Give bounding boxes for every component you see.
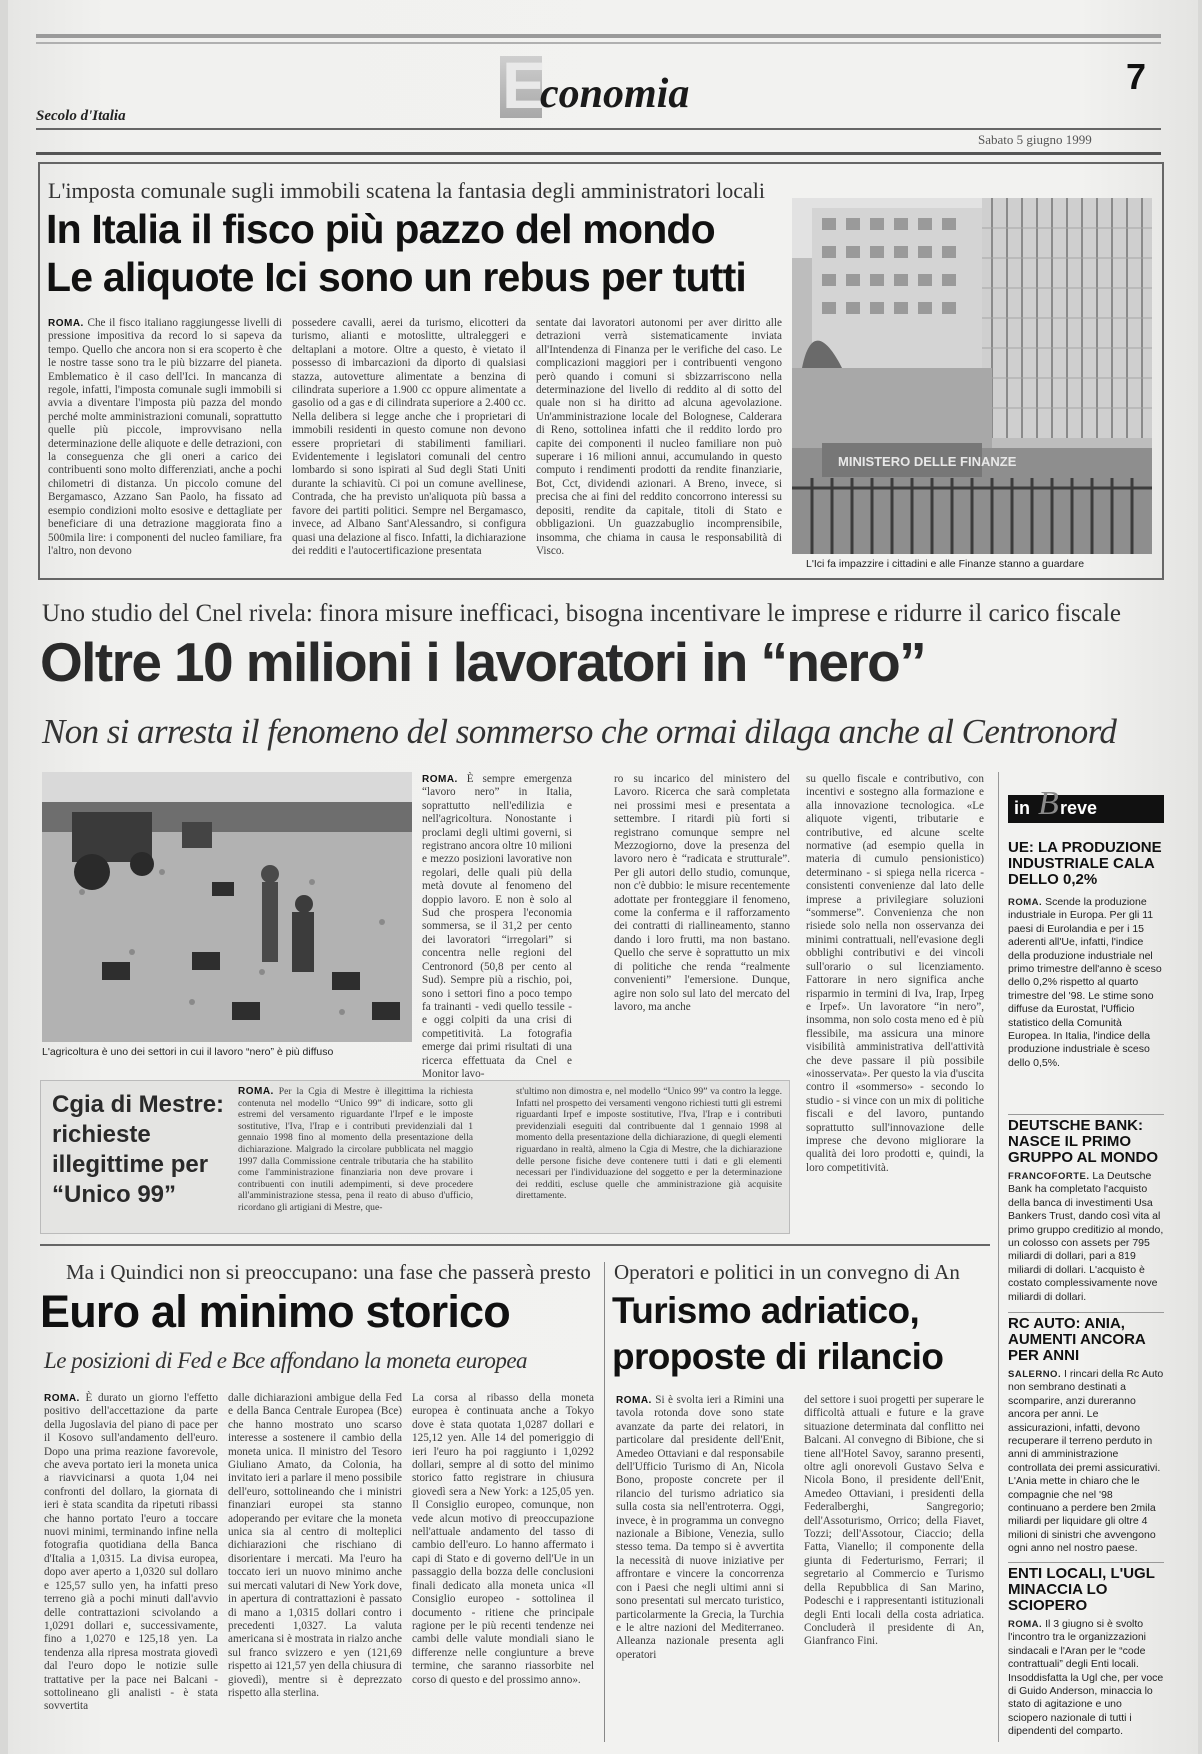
newspaper-page — [8, 0, 1198, 1754]
article4-col-2: del settore i suoi progetti per superare le difficoltà attuali e future e la grave situazione determinata dal conflitto nei Balcani. Al convegno di Bibione, che si tiene all'Hotel Savoy, saranno presenti, oltre agli onorevoli Gustavo Selva e Nicola Bono, il presidente dell'Enit, Amedeo Ottaviani, i presidenti della Federalberghi, Sangregorio; dell'Assoturismo, Orrico; della Fiavet, Tozzi; dell'Assotour, Ciaccio; della Fatta, Vianello; il componente della giunta di Federturismo, Ferrari; il segretario al Commercio e Turismo della Repubblica di San Marino, Podeschi e i rappresentanti istituzionali degli Enti locali della costa adriatica. Concluderà il presidente di An, Gianfranco Fini. — [804, 1394, 984, 1648]
brief-1-headline: UE: LA PRODUZIONE INDUSTRIALE CALA DELLO 0,2% — [1008, 839, 1162, 888]
brief-4-dateline: ROMA. — [1008, 1619, 1043, 1630]
inbreve-title-b: B — [1038, 785, 1059, 822]
article1-col-3: sentate dai lavoratori autonomi per aver diritto alle detrazioni verrà sistematicamente inviata all'Intendenza di Finanza per le verifiche del caso. Le complicazioni maggiori per i contribuenti vengono però quando i comuni si sbizzarriscono nella determinazione del livello di reddito al di sotto del quale non si ha diritto ad alcuna agevolazione. Un'amministrazione locale del Bolognese, Calderara di Reno, sottolinea infatti che il reddito lordo pro capite dei componenti il nucleo familiare non può superare i 16 milioni annui, accumulando in questo computo i rendimenti prodotti da rendite finanziarie, Bot, Cct, dividendi azionari. A Breno, invece, si precisa che ai fini del reddito concorrono interessi su depositi, rendite da capitale, titoli di Stato e obbligazioni. Un guazzabuglio incomprensibile, insomma, che chiama in causa le responsabilità di Visco. — [536, 317, 782, 557]
article2-headline: Oltre 10 milioni i lavoratori in “nero” — [40, 631, 926, 693]
article2-col-1-text: È sempre emergenza “lavoro nero” in Italia, soprattutto nell'edilizia e nell'agricoltura. Nonostante i proclami degli ultimi governi, si registrano ancora oltre 10 milioni e mezzo posizioni lavorative non regolari, delle quali più della metà dovute al fenomeno del doppio lavoro. E non è solo al Sud che prospera l'economia sommersa, se il 31,2 per cento dei lavoratori “irregolari” si concentra nelle regioni del Centronord (50,8 per cento al Sud). Sempre più a rischio, poi, sono i settori fino a poco tempo fa trainanti - vedi quello tessile - e oggi colpiti da una crisi di competitività. La fotografia emerge dai primi risultati di una ricerca effettuata da Cnel e Monitor lavo- — [422, 773, 572, 1080]
cgia-col-1-text: Per la Cgia di Mestre è illegittima la richiesta contenuta nel modello “Unico 99” di indicare, sotto gli estremi del versamento riguardante l'Irpef e le imposte sostitutive, l'Iva, l'Irap e i contributi previdenziali dal 1 gennaio 1998 fino al momento della presentazione della dichiarazione. Malgrado la circolare pubblicata nel maggio 1997 dalla Commissione centrale tributaria che ha stabilito come l'amministrazione finanziaria non deve provare i contribuenti con inutili adempimenti, si deve procedere all'amministrazione stessa, pena il reato di abuso d'ufficio, ricordano gli artigiani di Mestre, que- — [238, 1086, 473, 1213]
article4-headline-2: proposte di rilancio — [612, 1336, 944, 1377]
brief-1-body: Scende la produzione industriale in Europa. Per gli 11 paesi di Eurolandia e per i 15 aderenti all'Ue, infatti, l'indice della produzione industriale nel primo trimestre dell'anno è sceso dello 0,2% rispetto al quarto trimestre del '98. Le stime sono diffuse da Eurostat, l'Ufficio statistico della Comunità Europea. In Italia, l'indice della produzione industriale è sceso dello 0,5%. — [1008, 896, 1162, 1069]
date-rule — [36, 152, 1161, 155]
article3-headline: Euro al minimo storico — [40, 1286, 510, 1337]
masthead-rule — [36, 128, 1161, 130]
ministry-building-image — [792, 198, 1152, 554]
article1-col-1 — [48, 317, 282, 572]
cgia-col-1 — [238, 1086, 473, 1226]
brief-1-text — [1008, 896, 1164, 1112]
inbreve-title-rest: reve — [1060, 798, 1098, 818]
cgia-col-2: st'ultimo non dimostra e, nel modello “Unico 99” va contro la legge. Infatti nel prospetto dei versamenti vengono richiesti tutti gli estremi riguardanti Irpef e imposte sostitutive, l'Iva, l'Irap e i contributi previdenziali eseguiti dal contribuente dal 1 gennaio 1998 al momento della presentazione della dichiarazione, di quegli elementi riguardano in realtà, almeno la Cgia di Mestre, che la dichiarazione delle persone fisiche deve contenere tutti i dati e gli elementi necessari per l'individuazione del soggetto e per la determinazione dei redditi, escluse quelle che amministrazione già acquisite direttamente. — [516, 1086, 782, 1202]
article3-col-2: dalle dichiarazioni ambigue della Fed e della Banca Centrale Europea (Bce) che hanno mostrato uno scarso interesse a sostenere il cambio della moneta unica. Il ministro del Tesoro Giuliano Amato, da Colonia, ha invitato ieri a parlare il meno possibile dell'euro, sottolineando che i ministri finanziari europei sta stanno adoperando per evitare che la moneta unica sia al centro di molteplici dichiarazioni che rischiano di disorientare i mercati. Ma l'euro ha toccato ieri un nuovo minimo anche sui mercati valutari di New York dove, in apertura di contrattazioni è passato di mano a 1,0315 dollari contro i precedenti 1,0327. La valuta americana si è mostrata in rialzo anche sul franco svizzero e yen (121,69 rispetto ai 121,57 yen della chiusura di giovedì), mentre si è deprezzato rispetto alla sterlina. — [228, 1392, 402, 1699]
article1-photo-caption: L'Ici fa impazzire i cittadini e alle Finanze stanno a guardare — [806, 558, 1085, 570]
bottom-col-divider — [604, 1262, 605, 1742]
cgia-dateline: ROMA. — [238, 1086, 274, 1097]
brief-3-text — [1008, 1368, 1164, 1558]
article1-col-1-text: Che il fisco italiano raggiungesse livelli di pressione impositiva da record lo si sapeva da tempo. Quello che ancora non si era scoperto è che le nostre tasse sono tra le più bizzarre del pianeta. Emblematico è il caso dell'Ici. In mancanza di regole, infatti, l'imposta comunale sugli immobili si avvia a diventare l'imposta più pazza del mondo perché molte amministrazioni comunali, soprattutto quelle più piccole, improvvisano nella determinazione delle aliquote e delle detrazioni, con la conseguenza che gli oneri a carico dei contribuenti sono molto differenziati, anche a pochi chilometri di distanza. Un piccolo comune del Bergamasco, Azzano San Paolo, ha fissato ad esempio condizioni molto esosive e dettagliate per beneficiare di una detrazione maggiorata fino a 500mila lire: i componenti del nucleo familiare, fra l'altro, non devono — [48, 317, 283, 557]
issue-date: Sabato 5 giugno 1999 — [978, 132, 1092, 147]
top-rule-thin — [36, 42, 1161, 44]
article3-col-1-text: È durato un giorno l'effetto positivo dell'accettazione da parte della Jugoslavia del piano di pace per il Kosovo sull'andamento dell'euro. Dopo una prima reazione favorevole, che aveva portato ieri la moneta unica a riavvicinarsi a quota 1,04 nei confronti del dollaro, la giornata di ieri è stata scandita da ripetuti ribassi che hanno portato l'euro a toccare nuovi minimi, terminando infine nella fotografia quotidiana della Banca d'Italia a 1,0315. La divisa europea, dopo aver aperto a 1,0320 sul dollaro e 125,57 sullo yen, ha infatti preso terreno già a pochi minuti dall'avvio delle contrattazioni scivolando a 1,0291 dollari e, successivamente, fino a 1,0270 e 125,18 yen. La tendenza alla ripresa mostrata giovedì dal l'euro dopo le notizie sulle trattative per la pace nei Balcani - sottolineano gli analisti - è stata sovvertita — [44, 1392, 218, 1713]
bottom-rule — [40, 1244, 990, 1246]
brief-4-text — [1008, 1618, 1164, 1748]
paper-name: Secolo d'Italia — [36, 108, 126, 124]
brief-2-text — [1008, 1170, 1164, 1310]
article2-photo-caption: L'agricoltura è uno dei settori in cui il lavoro “nero” è più diffuso — [42, 1046, 334, 1058]
article1-dateline: ROMA. — [48, 318, 84, 329]
section-title: conomia — [540, 71, 690, 117]
agriculture-photo — [42, 772, 412, 1042]
article4-kicker: Operatori e politici in un convegno di An — [614, 1260, 960, 1284]
cgia-headline: Cgia di Mestre: richieste illegittime per “Unico 99” — [52, 1091, 225, 1208]
agriculture-field-image — [42, 772, 412, 1042]
article2-dateline: ROMA. — [422, 774, 458, 785]
inbreve-title — [1008, 785, 1164, 823]
ministry-photo — [792, 198, 1152, 554]
brief-1-dateline: ROMA. — [1008, 897, 1043, 908]
article3-kicker: Ma i Quindici non si preoccupano: una fase che passerà presto — [66, 1260, 591, 1284]
inbreve-title-in: in — [1014, 798, 1030, 818]
article4-headline-1: Turismo adriatico, — [612, 1290, 920, 1331]
brief-4-body: Il 3 giugno si è svolto l'incontro tra le organizzazioni sindacali e l'Aran per le “code contrattuali” degli Enti locali. Insoddisfatta la Ugl che, per voce di Guido Anderson, minaccia lo stato di agitazione e uno sciopero nazionale di tutti i dipendenti del comparto. — [1008, 1618, 1164, 1738]
article4-col-1-text: Si è svolta ieri a Rimini una tavola rotonda dove sono state avanzate da parte dei relatori, in particolare dal presidente dell'Enit, Amedeo Ottaviani e dal responsabile dell'Ufficio Turismo di An, Nicola Bono, proposte concrete per il rilancio del turismo adriatico sia sulla costa sia nell'entroterra. Oggi, invece, è in programma un convegno nazionale a Bibione, Venezia, sullo stesso tema. Da tempo si è avvertita la necessità di nuove iniziative per affrontare e vincere la concorrenza con i Paesi che negli ultimi anni si sono presentati sul mercato turistico, particolarmente la Grecia, la Turchia e le altre nazioni del Mediterraneo. Alleanza nazionale presenta agli operatori — [616, 1394, 784, 1661]
article2-kicker: Uno studio del Cnel rivela: finora misure inefficaci, bisogna incentivare le imprese e ridurre il carico fiscale — [42, 600, 1121, 627]
article1-kicker: L'imposta comunale sugli immobili scatena la fantasia degli amministratori locali — [48, 178, 765, 203]
page-number: 7 — [1126, 56, 1147, 97]
section-initial: E — [502, 48, 547, 122]
brief-3-body: I rincari della Rc Auto non sembrano destinati a scomparire, anzi dureranno ancora per anni. Le assicurazioni, infatti, devono recuperare il terreno perduto in anni di amministrazione controllata dei premi assicurativi. L'Ania mette in chiaro che le compagnie che nel '98 continuano a perdere ben 2mila miliardi per liquidare gli oltre 4 milioni di sinistri che avvengono ogni anno nel nostro paese. — [1008, 1368, 1164, 1555]
article2-subhead: Non si arresta il fenomeno del sommerso che ormai dilaga anche al Centronord — [42, 712, 1117, 751]
brief-3-dateline: SALERNO. — [1008, 1369, 1062, 1380]
article2-col-1 — [422, 773, 572, 1080]
article3-dateline: ROMA. — [44, 1393, 80, 1404]
brief-4-headline: ENTI LOCALI, L'UGL MINACCIA LO SCIOPERO — [1008, 1565, 1155, 1614]
article3-col-3: La corsa al ribasso della moneta europea è continuata anche a Tokyo dove è stata quotata 1,0287 dollari e 125,12 yen. Alle 14 del pomeriggio di ieri l'euro ha poi raggiunto i 1,0292 dollari, sempre al di sotto del minimo storico fatto registrare in chiusura giovedì sera a New York: a 125,05 yen. Il Consiglio europeo, comunque, non vede alcun motivo di preoccupazione nell'attuale andamento del tasso di cambio dell'euro. Lo hanno affermato i capi di Stato e di governo dell'Ue in un passaggio della bozza delle conclusioni finali dedicato alla moneta unica «Il Consiglio europeo - sottolinea il documento - ritiene che principale ragione per le più recenti tendenze nei cambi delle valute mondiali siano le differenze nelle congiunture a breve termine, che saranno riassorbite nel corso di questo e del prossimo anno». — [412, 1392, 594, 1686]
brief-2-dateline: FRANCOFORTE. — [1008, 1171, 1090, 1182]
article3-col-1 — [44, 1392, 218, 1752]
article1-headline-2: Le aliquote Ici sono un rebus per tutti — [46, 254, 747, 300]
brief-sep-1 — [1008, 1114, 1164, 1115]
article3-subhead: Le posizioni di Fed e Bce affondano la moneta europea — [44, 1348, 528, 1373]
article4-col-1 — [616, 1394, 784, 1749]
brief-3-headline: RC AUTO: ANIA, AUMENTI ANCORA PER ANNI — [1008, 1315, 1146, 1364]
ministry-sign: MINISTERO DELLE FINANZE — [838, 454, 1017, 469]
article2-col-2: ro su incarico del ministero del Lavoro. Ricerca che sarà completata nei prossimi mesi e presentata a settembre. I ritardi più forti si registrano comunque sempre nel Mezzogiorno, dove la presenza del lavoro nero è “radicata e strutturale”. Per gli autori dello studio, comunque, non c'è dubbio: le misure recentemente adottate per fronteggiare il fenomeno, come la conferma e il rafforzamento dei contratti di riallineamento, stanno dando i loro frutti, ma non bastano. Quello che serve è soprattutto un mix di politiche che renda “realmente convenienti” l'emersione. Dunque, agire non solo sul lato del mercato del lavoro, ma anche — [614, 773, 790, 1013]
article4-dateline: ROMA. — [616, 1395, 652, 1406]
article2-col-3: su quello fiscale e contributivo, con incentivi e sostegno alla formazione e alla innovazione tecnologica. «Le aliquote vigenti, tributarie e contributive, ed alcune scelte normative (ad esempio quella in materia di cumulo pensionistico) determinano - si spiega nella ricerca - consistenti convenienze dal lato delle imprese a privilegiare soluzioni “sommerse”. Convenienza che non risiede solo nella non osservanza dei minimi contrattuali, nell'evasione degli obblighi contributivi e dei vincoli sull'orario o sul licenziamento. Fattorare in nero significa anche risparmio in termini di Iva, Irap, Irpeg e Irpef». Un lavoratore “in nero”, insomma, non solo costa meno ed è più flessibile, ma assicura una minore visibilità amministrativa dell'attività che deve passare il più possibile «inosservata». Per questo la via d'uscita contro il «sommerso» - secondo lo studio - si vince con un mix di politiche fiscali e del lavoro, puntando soprattutto sull'innovazione delle imprese che devono migliorare la qualità dei loro prodotti e, quindi, la loro competitività. — [806, 773, 984, 1174]
brief-sep-3 — [1008, 1562, 1164, 1563]
sidebar-divider — [998, 772, 999, 1742]
article1-headline-1: In Italia il fisco più pazzo del mondo — [46, 206, 715, 252]
brief-2-body: La Deutsche Bank ha completato l'acquisto della banca di investimenti Usa Bankers Trust, dando così vita al primo gruppo creditizio al mondo, un colosso con assets per 795 miliardi di dollari, pari a 819 miliardi di dollari. L'acquisto è costato complessivamente nove miliardi di dollari. — [1008, 1170, 1164, 1303]
brief-2-headline: DEUTSCHE BANK: NASCE IL PRIMO GRUPPO AL MONDO — [1008, 1117, 1159, 1166]
top-rule — [36, 34, 1161, 38]
brief-sep-2 — [1008, 1312, 1164, 1313]
article1-col-2: possedere cavalli, aerei da turismo, elicotteri da turismo, alianti e motoslitte, ultraleggeri e deltaplani a motore. Oltre a questo, è vietato il possesso di imbarcazioni da diporto di qualsiasi stazza, autovetture alimentate a benzina di cilindrata superiore a 1.900 cc oppure alimentate a gasolio od a gas e di cilindrata superiore a 2.400 cc. Nella delibera si legge anche che i proprietari di immobili residenti in questo comune non devono essere proprietari di stabilimenti familiari. Evidentemente i legislatori comunali del centro lombardo si sono ispirati al Sud degli Stati Uniti durante la schiavitù. Ci poi un comune avellinese, Contrada, che ha previsto un'aliquota più bassa a favore dei partiti politici. Sempre nel Bergamasco, invece, ad Albano Sant'Alessandro, si configura quasi una delazione al fisco. Infatti, la dichiarazione dei redditi e l'autocertificazione presentata — [292, 317, 526, 557]
section-initial-box — [500, 48, 547, 122]
